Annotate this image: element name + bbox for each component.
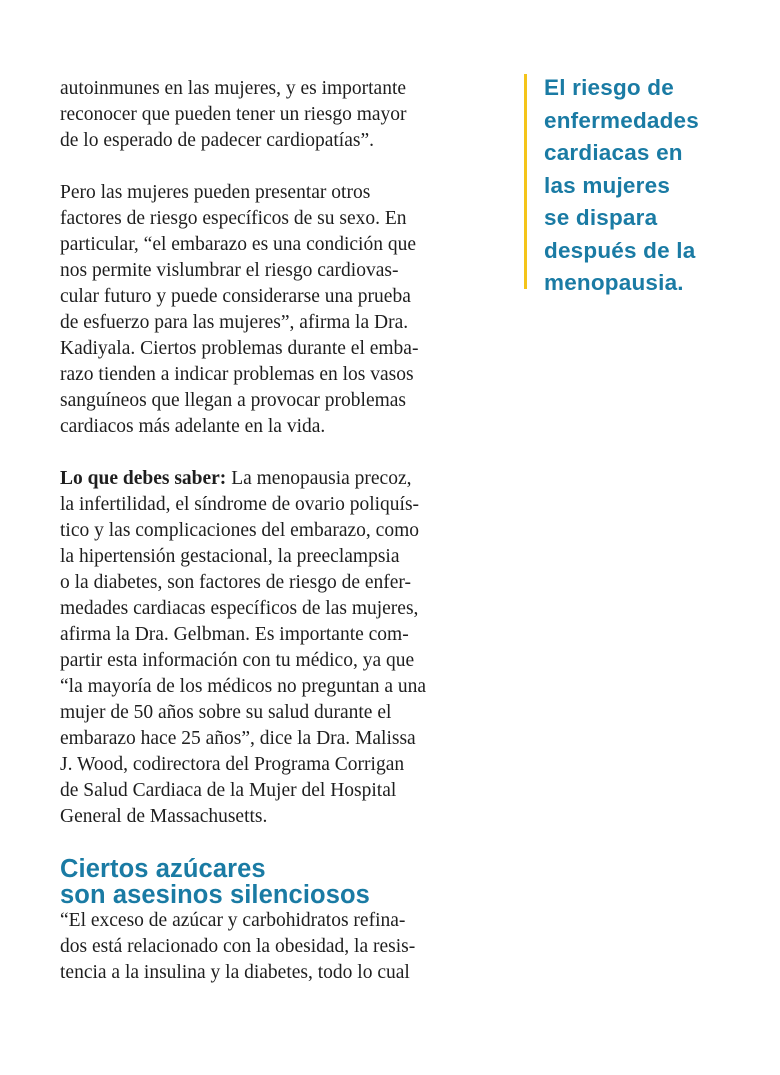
text-line: nos permite vislumbrar el riesgo cardiovas- (60, 260, 399, 281)
text-line: J. Wood, codirectora del Programa Corrigan (60, 754, 405, 775)
pull-quote (544, 72, 699, 300)
text-line: embarazo hace 25 años”, dice la Dra. Malissa (60, 728, 416, 749)
text-line: Kadiyala. Ciertos problemas durante el emba- (60, 338, 419, 359)
paragraph-2 (60, 180, 505, 440)
paragraph-3 (60, 466, 505, 830)
text-line: mujer de 50 años sobre su salud durante el (60, 702, 392, 723)
text-line: tencia a la insulina y la diabetes, todo lo cual (60, 962, 410, 983)
heading-line: Ciertos azúcares (60, 855, 266, 883)
text-line: autoinmunes en las mujeres, y es importante (60, 78, 407, 99)
text-line: tico y las complicaciones del embarazo, como (60, 520, 419, 541)
text-line: reconocer que pueden tener un riesgo mayor (60, 104, 407, 125)
pull-quote-line: las mujeres (544, 172, 671, 198)
text-line: la hipertensión gestacional, la preeclampsia (60, 546, 400, 567)
text-line: medades cardiacas específicos de las mujeres, (60, 598, 419, 619)
text-line: “El exceso de azúcar y carbohidratos refina- (60, 910, 406, 931)
text-line: cular futuro y puede considerarse una prueba (60, 286, 411, 307)
text-line: o la diabetes, son factores de riesgo de enfer- (60, 572, 411, 593)
text-line: de lo esperado de padecer cardiopatías”. (60, 130, 374, 151)
text-line: Pero las mujeres pueden presentar otros (60, 182, 371, 203)
text-line: razo tienden a indicar problemas en los vasos (60, 364, 414, 385)
text-line: dos está relacionado con la obesidad, la resis- (60, 936, 416, 957)
text-line: General de Massachusetts. (60, 806, 268, 827)
pull-quote-rule (524, 74, 527, 289)
pull-quote-line: El riesgo de (544, 75, 674, 100)
pull-quote-line: cardiacas en (544, 140, 683, 165)
paragraph-4 (60, 908, 505, 986)
text-line: la infertilidad, el síndrome de ovario poliquís- (60, 494, 420, 515)
text-line: factores de riesgo específicos de su sexo. En (60, 208, 407, 229)
paragraph-lead-in: Lo que debes saber: (60, 468, 227, 489)
text-line: de esfuerzo para las mujeres”, afirma la Dra. (60, 312, 409, 333)
text-line-rest: La menopausia precoz, (226, 468, 412, 489)
text-line (60, 466, 505, 492)
pull-quote-line: después de la (544, 237, 696, 263)
text-line: de Salud Cardiaca de la Mujer del Hospital (60, 780, 397, 801)
heading-line: son asesinos silenciosos (60, 881, 370, 909)
pull-quote-line: menopausia. (544, 270, 684, 295)
pull-quote-line: enfermedades (544, 107, 699, 133)
text-line: particular, “el embarazo es una condición que (60, 234, 417, 255)
text-line: partir esta información con tu médico, ya que (60, 650, 415, 671)
text-line: sanguíneos que llegan a provocar problemas (60, 390, 407, 411)
text-line: cardiacos más adelante en la vida. (60, 416, 326, 437)
section-heading (60, 856, 505, 908)
pull-quote-line: se dispara (544, 205, 658, 230)
paragraph-1 (60, 76, 505, 154)
text-line: afirma la Dra. Gelbman. Es importante com- (60, 624, 409, 645)
text-line: “la mayoría de los médicos no preguntan a una (60, 676, 427, 697)
article-body (60, 76, 505, 1012)
